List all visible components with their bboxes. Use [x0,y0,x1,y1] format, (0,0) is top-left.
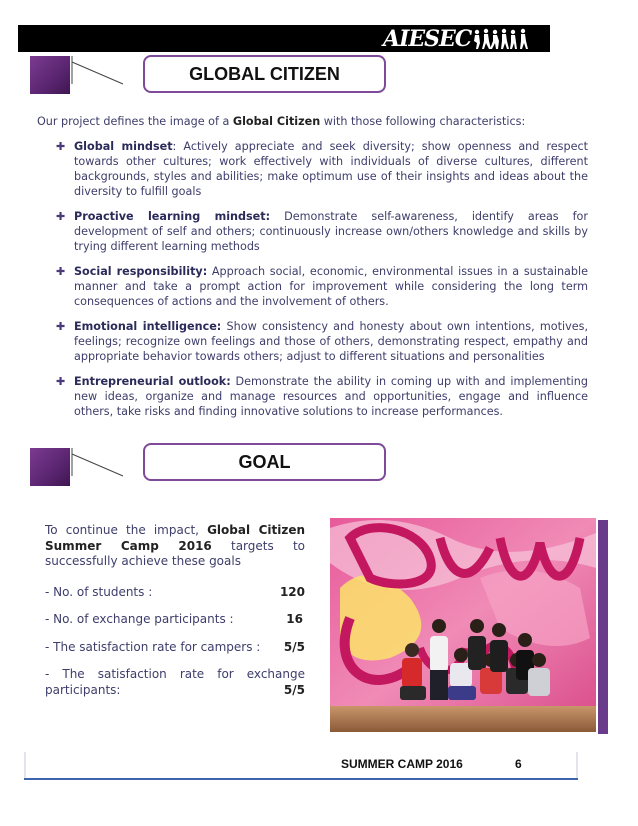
list-item [56,209,588,254]
footer-title: SUMMER CAMP 2016 [341,757,463,771]
goal-value: 16 [286,612,303,626]
goal-item [45,640,305,656]
item-term: Proactive learning mindset: [74,210,271,223]
intro-text: Our project defines the image of a [37,115,233,128]
goal-intro-bold: Global Citizen Summer Camp 2016 [45,523,305,553]
section-accent-line [71,56,125,86]
goal-label: - The satisfaction rate for exchange participants: [45,667,305,697]
photo-accent-bar [598,520,608,734]
list-item [56,374,588,419]
footer-divider [576,752,578,778]
intro-text-end: with those following characteristics: [320,115,526,128]
goal-label: - No. of exchange participants : [45,612,234,626]
item-sep: : [172,140,184,153]
footer-divider [24,752,26,778]
item-text: Approach social, economic, environmental issues in a sustainable manner and take a prompt action for improvement while considering the long term consequences of actions and the involvement of others. [74,265,588,308]
cross-bullet-icon: ✚ [56,265,66,278]
cross-bullet-icon: ✚ [56,320,66,333]
item-sep [270,210,284,223]
item-text: Show consistency and honesty about own intentions, motives, feelings; recognize own feelings and those of others, demonstrating respect, empathy and appropriate behavior towards others; adjust to different situations and personalities [74,320,589,363]
group-photo [330,518,596,732]
list-item [56,319,588,364]
goal-value: 5/5 [283,683,305,697]
runners-icon [473,27,531,51]
section-accent-line [71,448,125,478]
cross-bullet-icon: ✚ [56,210,66,223]
item-text: Demonstrate the ability in coming up with and implementing new ideas, organize and manage resources and opportunities, engage and influence others, take risks and finding innovative solutions to increase performances. [74,375,588,418]
section-title-box [143,443,386,481]
item-term: Global mindset [74,140,173,153]
cross-bullet-icon: ✚ [56,140,66,153]
goal-intro-text: To continue the impact, [45,523,208,537]
page-number: 6 [515,757,522,771]
intro-paragraph [37,115,525,128]
section-title: GLOBAL CITIZEN [189,63,340,84]
item-term: Social responsibility: [74,265,208,278]
goal-block [45,523,305,699]
goal-intro [45,523,305,570]
item-text: Actively appreciate and seek diversity; show openness and respect towards other cultures; work effectively with individuals of diverse cultures, different backgrounds, styles and abilities; make optimum use of their insights and ideas about the diversity to fulfill goals [74,140,588,198]
list-item [56,264,588,309]
item-term: Entrepreneurial outlook: [74,375,231,388]
goal-value: 120 [279,584,305,599]
intro-bold: Global Citizen [232,115,321,128]
goal-item [45,612,305,628]
section-accent-square [30,56,70,94]
section-accent-square [30,448,70,486]
goal-label: - The satisfaction rate for campers : [45,639,261,654]
goal-item [45,585,305,601]
goal-value: 5/5 [283,639,305,654]
item-term: Emotional intelligence: [74,320,222,333]
goal-intro-text-end: targets to successfully achieve these goals [45,538,305,568]
aiesec-logo [383,27,531,51]
logo-text: AIESEC [383,26,472,52]
section-title-box [143,55,386,93]
footer-rule [24,778,578,780]
section-title: GOAL [238,451,291,472]
cross-bullet-icon: ✚ [56,375,66,388]
list-item [56,139,588,199]
goal-item [45,667,305,699]
goal-label: - No. of students : [45,584,153,599]
item-text: Demonstrate self-awareness, identify areas for development of self and others; continuously increase own/others knowledge and skills by trying different learning methods [74,210,589,253]
characteristics-list [56,139,588,429]
